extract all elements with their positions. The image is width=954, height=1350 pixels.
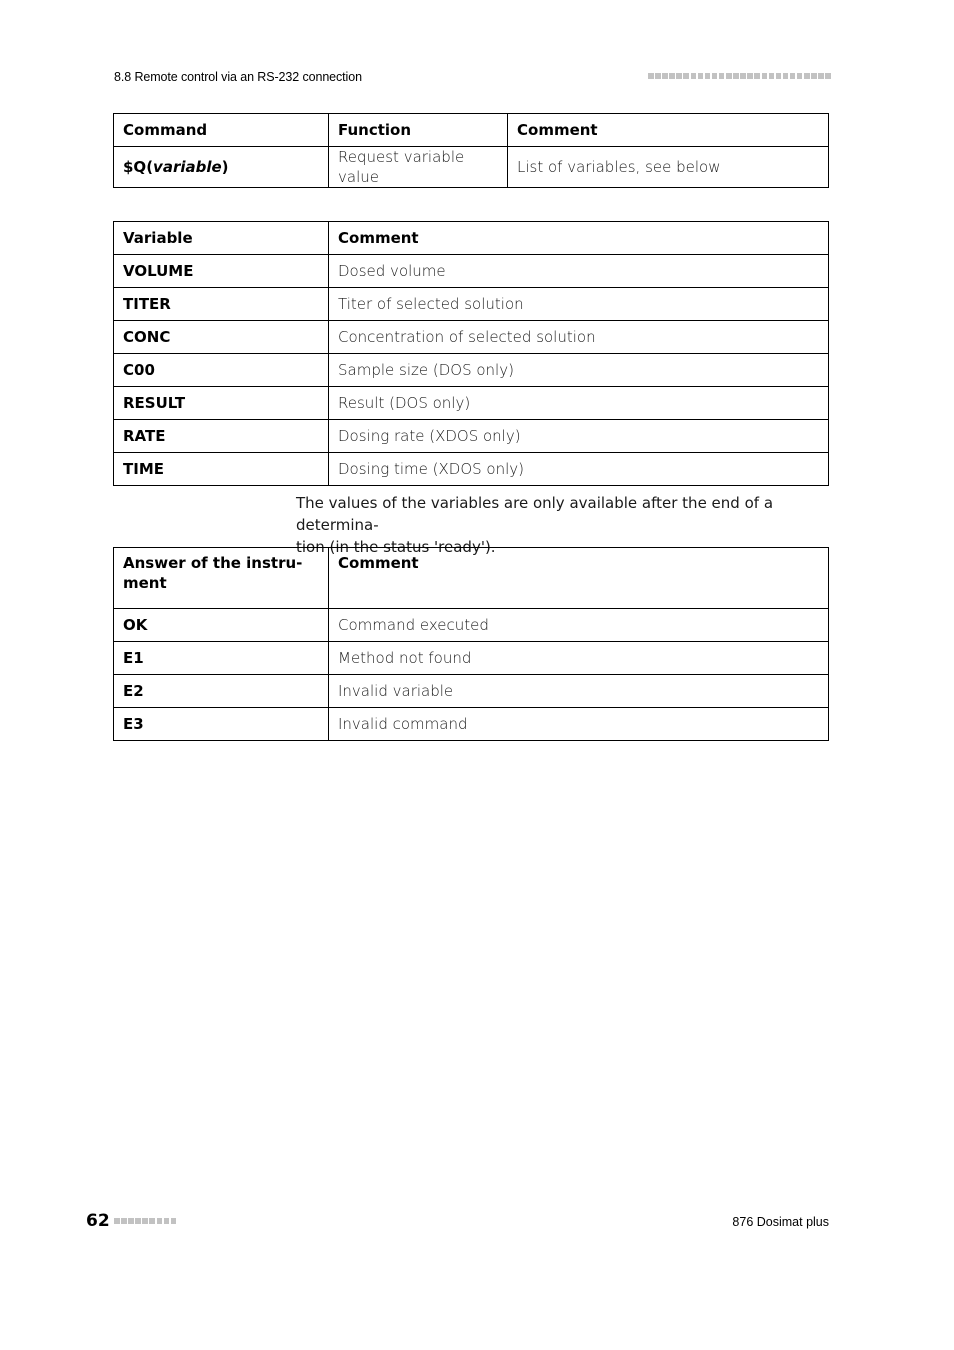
variable-table-header [114, 222, 829, 255]
header-answer [114, 548, 329, 609]
table-row [114, 354, 829, 387]
header-function: Function [329, 114, 508, 147]
answer-comment: Invalid command [329, 708, 829, 741]
variable-comment: Result (DOS only) [329, 387, 829, 420]
header-comment: Comment [329, 222, 829, 255]
variable-name: RESULT [114, 387, 329, 420]
answer-comment: Command executed [329, 609, 829, 642]
comment-cell: List of variables, see below [508, 147, 829, 188]
note-line: The values of the variables are only available after the end of a determina- [296, 494, 774, 534]
answer-comment: Method not found [329, 642, 829, 675]
answer-code: E1 [114, 642, 329, 675]
variable-name: TITER [114, 288, 329, 321]
table-row [114, 147, 829, 188]
header-answer-line: ment [123, 574, 167, 592]
answer-table-header [114, 548, 829, 609]
header-decorative-dots [648, 73, 831, 79]
table-row [114, 387, 829, 420]
command-table [113, 113, 829, 188]
command-cell [114, 147, 329, 188]
command-prefix: $Q( [123, 158, 154, 176]
function-cell: Request variable value [329, 147, 508, 188]
answer-code: E3 [114, 708, 329, 741]
variable-comment: Concentration of selected solution [329, 321, 829, 354]
footer-product-name: 876 Dosimat plus [732, 1215, 829, 1229]
variable-name: RATE [114, 420, 329, 453]
table-row [114, 453, 829, 486]
header-comment: Comment [329, 548, 829, 609]
variable-comment: Dosing rate (XDOS only) [329, 420, 829, 453]
table-row [114, 642, 829, 675]
variable-name: C00 [114, 354, 329, 387]
table-row [114, 420, 829, 453]
header-comment: Comment [508, 114, 829, 147]
header-variable: Variable [114, 222, 329, 255]
note-line: tion (in the status 'ready'). [296, 538, 496, 556]
variable-comment: Titer of selected solution [329, 288, 829, 321]
table-row [114, 708, 829, 741]
answer-code: OK [114, 609, 329, 642]
table-row [114, 255, 829, 288]
answer-comment: Invalid variable [329, 675, 829, 708]
table-row [114, 288, 829, 321]
command-suffix: ) [221, 158, 229, 176]
command-variable: variable [153, 158, 222, 176]
variable-comment: Sample size (DOS only) [329, 354, 829, 387]
page-number: 62 [86, 1211, 110, 1231]
variable-name: VOLUME [114, 255, 329, 288]
header-command: Command [114, 114, 329, 147]
running-header-section: 8.8 Remote control via an RS-232 connection [114, 70, 362, 84]
variable-name: CONC [114, 321, 329, 354]
table-row [114, 609, 829, 642]
variable-comment: Dosed volume [329, 255, 829, 288]
variable-table [113, 221, 829, 486]
variable-name: TIME [114, 453, 329, 486]
command-table-header [114, 114, 829, 147]
header-answer-line: Answer of the instru- [123, 554, 303, 572]
table-row [114, 321, 829, 354]
footer-decorative-dots [114, 1218, 176, 1224]
variable-comment: Dosing time (XDOS only) [329, 453, 829, 486]
table-row [114, 675, 829, 708]
answer-code: E2 [114, 675, 329, 708]
answer-table [113, 547, 829, 741]
